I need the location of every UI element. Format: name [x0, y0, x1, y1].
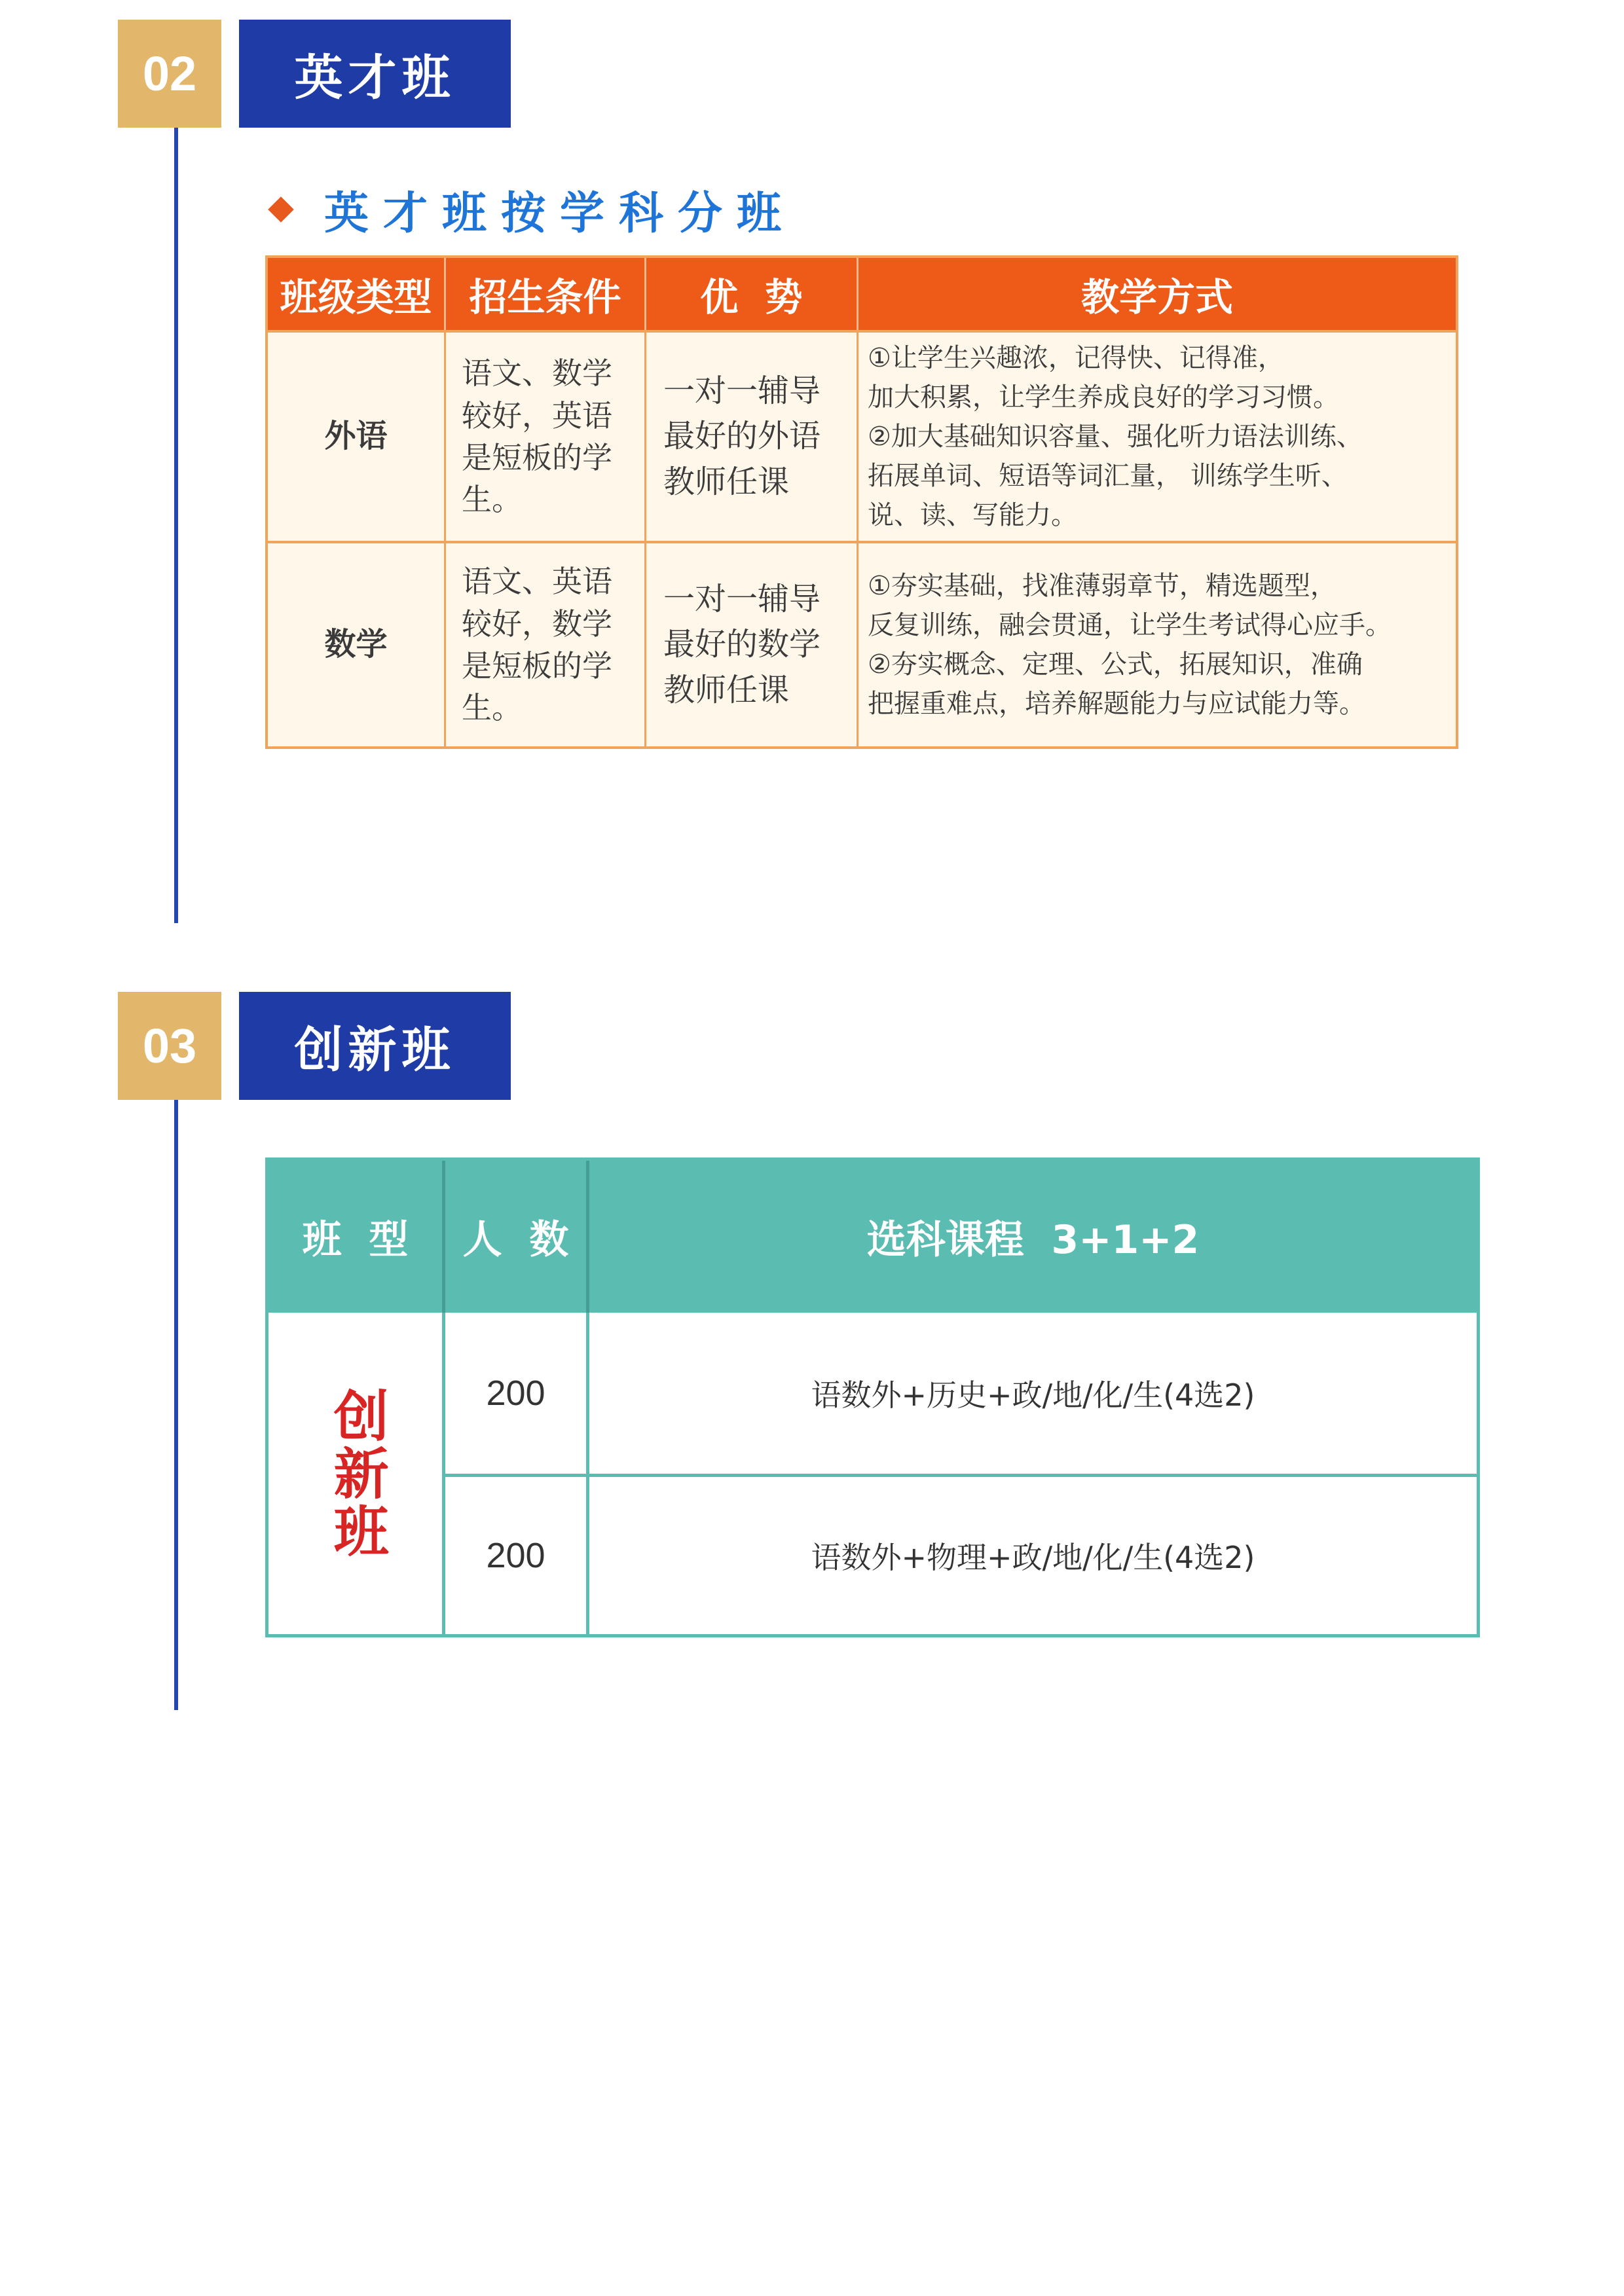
class-name: 创新班 [325, 1387, 390, 1560]
table-row [268, 541, 1456, 746]
table-header-row [268, 1161, 1477, 1313]
table-header-row [268, 258, 1456, 330]
advantage-text: 一对一辅导 最好的数学 教师任课 [646, 543, 858, 746]
header-course-selection: 选科课程 3+1+2 [866, 1217, 1200, 1263]
subject-name: 外语 [268, 333, 446, 541]
section-title-chuangxin: 创新班 [239, 992, 511, 1100]
enrollment-condition: 语文、数学 较好，英语 是短板的学 生。 [446, 333, 646, 541]
section-number-02: 02 [118, 20, 221, 128]
sub-heading-text: 英才班按学科分班 [324, 187, 796, 240]
table-row [268, 330, 1456, 541]
diamond-bullet-icon [268, 196, 294, 223]
header-advantage: 优 势 [646, 258, 858, 330]
teaching-method-text: ①夯实基础，找准薄弱章节，精选题型， 反复训练，融会贯通，让学生考试得心应手。 ②夯实概念、定理、公式，拓展知识，准确 把握重难点，培养解题能力与应试能力等。 [868, 571, 1392, 719]
header-class-type: 班级类型 [268, 258, 446, 330]
header-teaching-method: 教学方式 [1080, 275, 1233, 319]
innovation-class-table [265, 1157, 1480, 1637]
header-student-count: 人 数 [445, 1161, 589, 1313]
header-class-type: 班 型 [268, 1161, 445, 1313]
section-number-03: 03 [118, 992, 221, 1100]
course-combination: 语数外+历史+政/地/化/生(4选2) [811, 1377, 1255, 1413]
student-count: 200 [486, 1536, 545, 1575]
header-enrollment-condition: 招生条件 [446, 258, 646, 330]
timeline-line-section3 [174, 1100, 178, 1710]
subject-class-table [265, 255, 1458, 749]
sub-heading [265, 177, 796, 242]
subject-name: 数学 [268, 543, 446, 746]
teaching-method-text: ①让学生兴趣浓，记得快、记得准， 加大积累，让学生养成良好的学习习惯。 ②加大基础知识容量、强化听力语法训练、 拓展单词、短语等词汇量， 训练学生听、 说、读、写能力。 [868, 343, 1363, 530]
advantage-text: 一对一辅导 最好的外语 教师任课 [646, 333, 858, 541]
student-count: 200 [486, 1374, 545, 1413]
enrollment-condition: 语文、英语 较好，数学 是短板的学 生。 [446, 543, 646, 746]
course-combination: 语数外+物理+政/地/化/生(4选2) [811, 1540, 1255, 1575]
timeline-line-section2 [174, 128, 178, 923]
section-title-yingcai: 英才班 [239, 20, 511, 128]
